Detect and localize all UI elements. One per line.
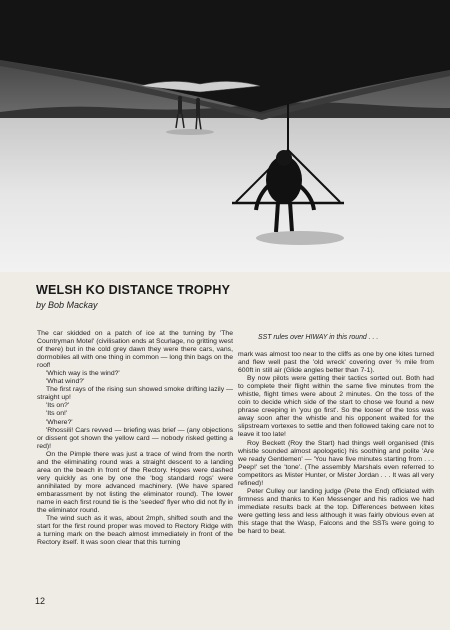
article-column-left	[37, 330, 233, 547]
hang-glider-photo	[0, 0, 450, 272]
paragraph: Roy Beckett (Roy the Start) had things well organised (this whistle sounded almost apologetic) his soothing and polite 'Are we ready Gentlemen' — 'You have five minutes starting from . . . Peep!' set the 'tone'. (The assembly Marshals even referred to competitors as Mister Hunter, or Mister Jordan . . . It was all very refined)!	[238, 439, 434, 487]
article-byline: by Bob Mackay	[36, 300, 98, 310]
paragraph: On the Pimple there was just a trace of wind from the north and the eliminating round was a straight descent to a landing area on the beach in front of the Rectory. Hopes were dashed very quickly as one by one the 'bog standard rogs' were annihilated by more advanced machinery. (We have spared embarassment by not listing the eliminator round). The lower name in each first round tie is the 'seeded' flyer who did not fly in the eliminator round.	[37, 450, 233, 515]
paragraph: 'Which way is the wind?'	[46, 370, 120, 378]
paragraph: Peter Culley our landing judge (Pete the End) officiated with firmness and thanks to Ken Messenger and his radios we had immediate results back at the top. Differences between kites were getting less and less although it was fairly obvious even at this stage that the Wasp, Falcons and the SSTs were going to be hard to beat.	[238, 487, 434, 536]
paragraph: 'Its on!'	[46, 410, 68, 418]
paragraph: By now pilots were getting their tactics sorted out. Both had to complete their flight within the same five minutes from the whistle, flight times were about 2 minutes. On the toss of the coin to decide which side of the start to chose we found a new phrase creeping in 'you go first'. So the looser of the toss was away soon after the whistle and his opponent waited for the slipstream vortexes to settle and then followed taking care not to leave it too late!	[238, 375, 434, 439]
paragraph: 'What wind?'	[46, 378, 85, 386]
paragraph: The car skidded on a patch of ice at the turning by 'The Countryman Motel' (civilisation ends at Scurlage, no gritting west of there) but in the cold grey dawn they were there cars, vans, dormobiles all with one thing in common — long thin bags on the roof!	[37, 330, 233, 370]
page-number: 12	[35, 596, 46, 606]
paragraph: The first rays of the rising sun showed smoke drifting lazily — straight up!	[37, 386, 233, 402]
paragraph: 'Rhossili! Cars revved — briefing was brief — (any objections or dissent got shown the yellow card — nobody risked getting a red)!	[37, 426, 233, 450]
photo-caption: SST rules over HIWAY in this round . . .	[258, 334, 379, 341]
article-column-right	[238, 351, 434, 536]
paragraph: The wind such as it was, about 2mph, shifted south and the start for the first round proper was moved to Rectory Ridge with a turning mark on the beach almost immediately in front of the Rectory itself. It was soon clear that this turning	[37, 515, 233, 547]
article-title: WELSH KO DISTANCE TROPHY	[36, 283, 231, 297]
paragraph: 'Its on?'	[46, 402, 70, 410]
paragraph: mark was almost too near to the cliffs as one by one kites turned and flew well past the 'old wreck' covering over ¾ mile from 600ft in still air (Glide angles better than 7-1).	[238, 351, 434, 375]
paragraph: 'Where?'	[46, 418, 73, 426]
